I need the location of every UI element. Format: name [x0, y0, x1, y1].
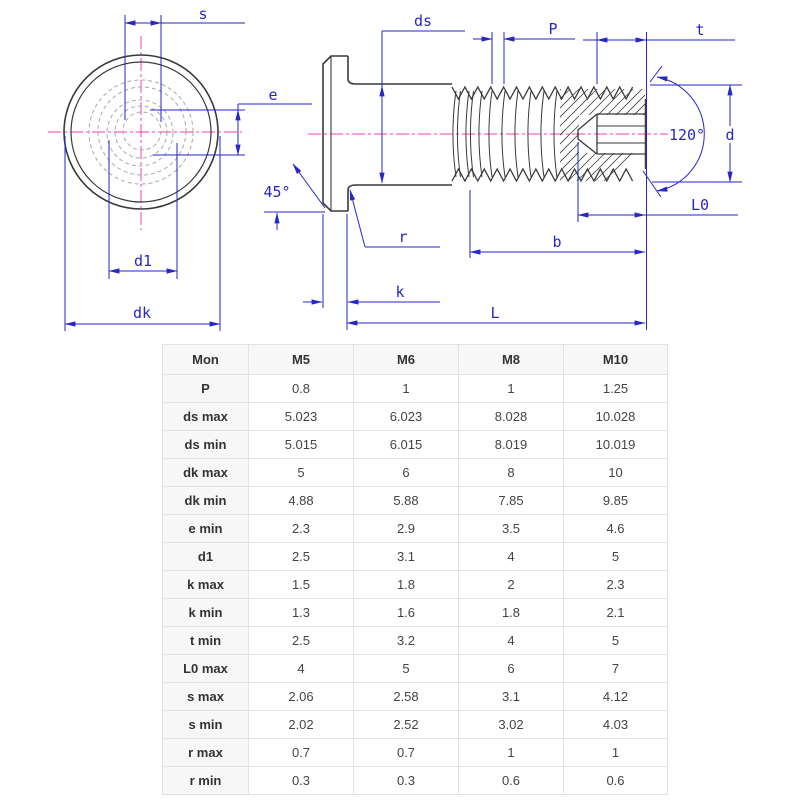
table-cell: 0.8	[249, 375, 354, 403]
dimension-k	[303, 214, 440, 330]
table-cell: 4.12	[564, 683, 668, 711]
row-label: k min	[163, 599, 249, 627]
table-cell: 7	[564, 655, 668, 683]
table-cell: 5	[564, 543, 668, 571]
table-cell: 4	[459, 627, 564, 655]
table-cell: 0.7	[249, 739, 354, 767]
table-cell: 6.023	[354, 403, 459, 431]
spec-table-header	[163, 345, 668, 375]
table-cell: 2.52	[354, 711, 459, 739]
label-d: d	[725, 126, 735, 144]
column-header-m5: M5	[249, 345, 354, 375]
table-cell: 0.6	[459, 767, 564, 795]
table-cell: 0.6	[564, 767, 668, 795]
row-label: r min	[163, 767, 249, 795]
table-cell: 3.1	[354, 543, 459, 571]
label-k: k	[395, 283, 405, 301]
table-cell: 4.88	[249, 487, 354, 515]
table-cell: 5.88	[354, 487, 459, 515]
label-d1: d1	[133, 252, 153, 270]
table-cell: 1.3	[249, 599, 354, 627]
table-cell: 1.8	[459, 599, 564, 627]
table-cell: 10.028	[564, 403, 668, 431]
label-l0: L0	[690, 196, 710, 214]
table-cell: 5	[249, 459, 354, 487]
dimension-ds	[382, 31, 465, 183]
row-label: e min	[163, 515, 249, 543]
label-p: P	[548, 20, 558, 38]
table-cell: 3.1	[459, 683, 564, 711]
label-b: b	[552, 233, 562, 251]
table-cell: 1	[564, 739, 668, 767]
table-row	[163, 543, 668, 571]
table-cell: 2.58	[354, 683, 459, 711]
table-row	[163, 459, 668, 487]
table-cell: 10	[564, 459, 668, 487]
table-cell: 8.028	[459, 403, 564, 431]
row-label: P	[163, 375, 249, 403]
table-cell: 2.06	[249, 683, 354, 711]
table-row	[163, 627, 668, 655]
leader-r	[350, 190, 440, 247]
table-cell: 7.85	[459, 487, 564, 515]
spec-table	[162, 344, 668, 795]
table-cell: 4	[249, 655, 354, 683]
dimension-t	[583, 32, 735, 330]
label-45deg: 45°	[263, 183, 291, 201]
row-label: L0 max	[163, 655, 249, 683]
table-row	[163, 655, 668, 683]
table-row	[163, 767, 668, 795]
label-ds: ds	[413, 12, 433, 30]
table-cell: 4.03	[564, 711, 668, 739]
label-120deg: 120°	[668, 126, 706, 144]
table-row	[163, 487, 668, 515]
row-label: s max	[163, 683, 249, 711]
table-cell: 5.015	[249, 431, 354, 459]
column-header-m10: M10	[564, 345, 668, 375]
row-label: ds min	[163, 431, 249, 459]
table-cell: 1.5	[249, 571, 354, 599]
table-cell: 10.019	[564, 431, 668, 459]
label-r: r	[398, 228, 408, 246]
table-row	[163, 683, 668, 711]
table-cell: 1.25	[564, 375, 668, 403]
table-cell: 3.2	[354, 627, 459, 655]
table-cell: 2.1	[564, 599, 668, 627]
technical-drawing	[0, 0, 800, 340]
table-cell: 4.6	[564, 515, 668, 543]
table-cell: 1	[459, 375, 564, 403]
table-cell: 2.9	[354, 515, 459, 543]
table-cell: 0.3	[249, 767, 354, 795]
table-cell: 8	[459, 459, 564, 487]
table-row	[163, 515, 668, 543]
dimension-dk	[65, 136, 220, 331]
table-cell: 4	[459, 543, 564, 571]
table-cell: 1.6	[354, 599, 459, 627]
dimension-e	[150, 104, 312, 155]
row-label: s min	[163, 711, 249, 739]
label-l: L	[490, 304, 500, 322]
table-cell: 2.5	[249, 543, 354, 571]
table-row	[163, 739, 668, 767]
row-label: t min	[163, 627, 249, 655]
label-dk: dk	[132, 304, 152, 322]
table-cell: 2.3	[249, 515, 354, 543]
side-view	[263, 12, 742, 330]
table-cell: 9.85	[564, 487, 668, 515]
table-cell: 0.7	[354, 739, 459, 767]
column-header-mon: Mon	[163, 345, 249, 375]
table-cell: 1.8	[354, 571, 459, 599]
table-cell: 1	[459, 739, 564, 767]
table-cell: 2.02	[249, 711, 354, 739]
table-cell: 3.02	[459, 711, 564, 739]
row-label: ds max	[163, 403, 249, 431]
table-cell: 2	[459, 571, 564, 599]
table-cell: 8.019	[459, 431, 564, 459]
table-cell: 3.5	[459, 515, 564, 543]
table-cell: 6	[459, 655, 564, 683]
table-cell: 1	[354, 375, 459, 403]
column-header-m6: M6	[354, 345, 459, 375]
table-row	[163, 571, 668, 599]
row-label: d1	[163, 543, 249, 571]
row-label: k max	[163, 571, 249, 599]
table-cell: 6	[354, 459, 459, 487]
table-cell: 5	[354, 655, 459, 683]
table-cell: 6.015	[354, 431, 459, 459]
table-cell: 5	[564, 627, 668, 655]
row-label: dk max	[163, 459, 249, 487]
table-cell: 2.5	[249, 627, 354, 655]
table-row	[163, 375, 668, 403]
row-label: r max	[163, 739, 249, 767]
table-cell: 5.023	[249, 403, 354, 431]
table-row	[163, 431, 668, 459]
front-view	[48, 5, 312, 331]
label-s: s	[198, 5, 208, 23]
table-row	[163, 403, 668, 431]
label-t: t	[695, 21, 705, 39]
table-row	[163, 599, 668, 627]
table-cell: 0.3	[354, 767, 459, 795]
table-row	[163, 711, 668, 739]
table-cell: 2.3	[564, 571, 668, 599]
label-e: e	[268, 86, 278, 104]
column-header-m8: M8	[459, 345, 564, 375]
dimension-p	[473, 32, 575, 84]
row-label: dk min	[163, 487, 249, 515]
